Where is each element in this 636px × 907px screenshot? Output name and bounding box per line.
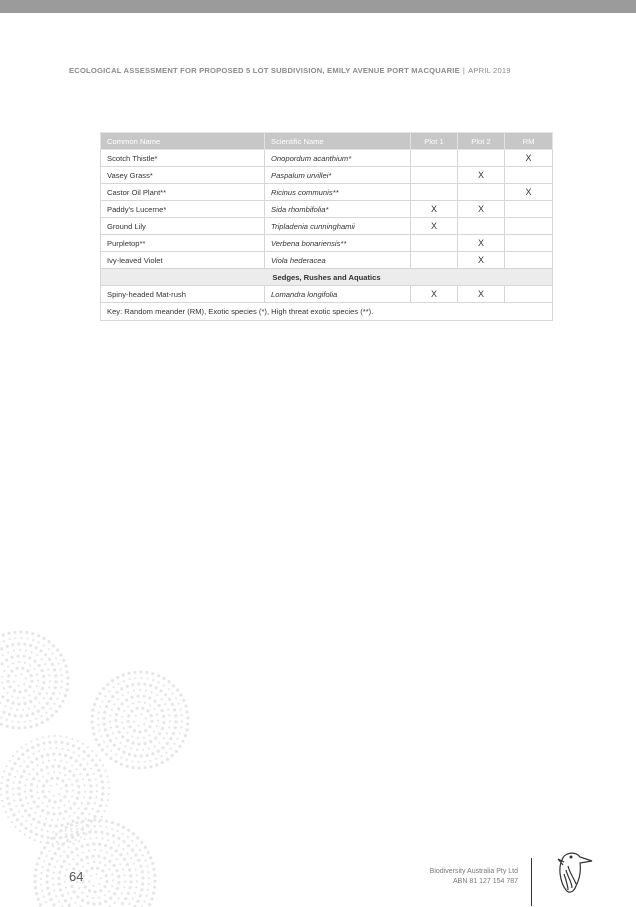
table-key: Key: Random meander (RM), Exotic species (*), High threat exotic species (**).	[101, 303, 553, 321]
table-row	[101, 218, 553, 235]
document-header	[69, 66, 569, 75]
column-header-plot-1: Plot 1	[411, 133, 458, 150]
plot-1-cell	[411, 235, 458, 252]
rm-cell	[505, 252, 553, 269]
table-key-row	[101, 303, 553, 321]
company-details	[430, 867, 518, 887]
rm-cell	[505, 167, 553, 184]
page-number: 64	[69, 869, 84, 884]
section-heading: Sedges, Rushes and Aquatics	[101, 269, 553, 286]
document-title: ECOLOGICAL ASSESSMENT FOR PROPOSED 5 LOT SUBDIVISION, EMILY AVENUE PORT MACQUARIE	[69, 66, 460, 75]
plot-1-cell: X	[411, 286, 458, 303]
rm-cell: X	[505, 150, 553, 167]
plot-2-cell: X	[458, 252, 505, 269]
rm-cell: X	[505, 184, 553, 201]
common-name-cell: Purpletop**	[101, 235, 265, 252]
plot-1-cell: X	[411, 201, 458, 218]
company-name: Biodiversity Australia Pty Ltd	[429, 868, 518, 875]
plot-2-cell	[458, 150, 505, 167]
scientific-name-cell: Ricinus communis**	[265, 184, 411, 201]
table-row	[101, 201, 553, 218]
company-abn: ABN 81 127 154 787	[453, 878, 518, 885]
section-heading-row	[101, 269, 553, 286]
plot-1-cell: X	[411, 218, 458, 235]
scientific-name-cell: Tripladenia cunninghamii	[265, 218, 411, 235]
rm-cell	[505, 218, 553, 235]
rm-cell	[505, 286, 553, 303]
table-row	[101, 184, 553, 201]
column-header-scientific-name: Scientific Name	[265, 133, 411, 150]
plot-1-cell	[411, 252, 458, 269]
dot-pattern-decoration	[0, 630, 210, 907]
plot-1-cell	[411, 167, 458, 184]
common-name-cell: Castor Oil Plant**	[101, 184, 265, 201]
column-header-rm: RM	[505, 133, 553, 150]
rm-cell	[505, 235, 553, 252]
table-row	[101, 167, 553, 184]
plot-2-cell: X	[458, 167, 505, 184]
plot-2-cell	[458, 218, 505, 235]
table-row	[101, 235, 553, 252]
scientific-name-cell: Lomandra longifolia	[265, 286, 411, 303]
plot-2-cell: X	[458, 235, 505, 252]
plot-1-cell	[411, 184, 458, 201]
plot-2-cell	[458, 184, 505, 201]
plot-2-cell: X	[458, 286, 505, 303]
species-table	[100, 132, 553, 321]
scientific-name-cell: Verbena bonariensis**	[265, 235, 411, 252]
common-name-cell: Vasey Grass*	[101, 167, 265, 184]
document-date: APRIL 2019	[468, 66, 511, 75]
scientific-name-cell: Paspalum urvillei*	[265, 167, 411, 184]
rm-cell	[505, 201, 553, 218]
common-name-cell: Ivy-leaved Violet	[101, 252, 265, 269]
column-header-common-name: Common Name	[101, 133, 265, 150]
kookaburra-logo-icon	[554, 848, 594, 898]
header-separator: |	[462, 66, 466, 75]
top-bar	[0, 0, 636, 13]
plot-2-cell: X	[458, 201, 505, 218]
table-row	[101, 252, 553, 269]
common-name-cell: Spiny-headed Mat-rush	[101, 286, 265, 303]
footer-divider	[531, 858, 532, 906]
plot-1-cell	[411, 150, 458, 167]
common-name-cell: Scotch Thistle*	[101, 150, 265, 167]
table-header-row	[101, 133, 553, 150]
common-name-cell: Paddy's Lucerne*	[101, 201, 265, 218]
scientific-name-cell: Viola hederacea	[265, 252, 411, 269]
scientific-name-cell: Onopordum acanthium*	[265, 150, 411, 167]
table-row	[101, 150, 553, 167]
column-header-plot-2: Plot 2	[458, 133, 505, 150]
scientific-name-cell: Sida rhombifolia*	[265, 201, 411, 218]
common-name-cell: Ground Lily	[101, 218, 265, 235]
table-row	[101, 286, 553, 303]
